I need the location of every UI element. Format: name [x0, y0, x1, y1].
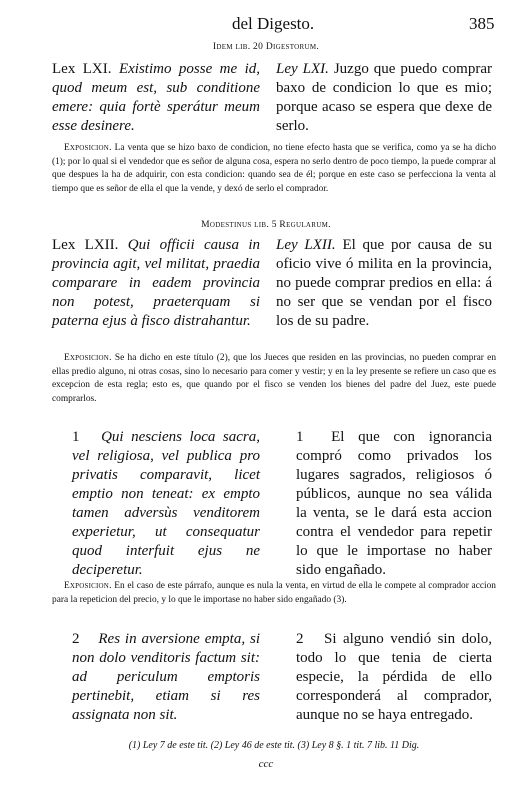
- parallel-text-block: [52, 630, 492, 725]
- latin-law-text: Qui nesciens loca sacra, vel religiosa, vel publica pro privatis comparavit, licet emptio non teneat: ex empto tamen adversùs venditorem experietur, ut consequatur quod interfuit ejus ne deciperetur.: [72, 429, 261, 578]
- exposicion-label: Exposicion.: [64, 581, 112, 591]
- spanish-column: [276, 236, 492, 331]
- latin-law-text: Existimo posse me id, quod meum est, sub conditione emere: quia fortè sperátur meum esse desinere.: [52, 61, 261, 134]
- latin-column: [52, 60, 260, 136]
- latin-column: [52, 236, 260, 331]
- exposicion-label: Exposicion.: [64, 143, 112, 153]
- spanish-law-text: Juzgo que puedo comprar baxo de condicion lo que es mio; porque acaso se espera que dexe de serlo.: [276, 61, 492, 134]
- latin-column: [52, 630, 260, 725]
- exposicion-label: Exposicion.: [64, 353, 112, 363]
- parallel-text-block: [52, 60, 492, 136]
- signature-mark: ccc: [258, 758, 274, 770]
- spanish-column: [276, 428, 492, 580]
- page-number: 385: [469, 14, 495, 33]
- exposicion-paragraph: [52, 580, 496, 607]
- latin-law-title: Lex LXI.: [52, 61, 112, 77]
- paragraph-number: 1: [296, 429, 304, 445]
- spanish-law-text: El que con ignorancia compró como privados los lugares sagrados, religiosos ó públicos, aunque no sea válida la venta, se le dará esta accion contra el vendedor para repetir lo que le importase no haber sido engañado.: [296, 429, 492, 578]
- exposicion-paragraph: [52, 352, 496, 406]
- spanish-law-text: El que por causa de su oficio vive ó milita en la provincia, no puede comprar predios en ella: á no ser que se vendan por el fisco los de su padre.: [276, 237, 493, 329]
- section-source-heading: Idem lib. 20 Digestorum.: [212, 42, 320, 52]
- exposicion-text: Se ha dicho en este título (2), que los Jueces que residen en las provincias, no pueden comprar en ellas predio alguno, ni otras cosas, sino lo necesario para comer y vestir; y en la ley presente se refiere un caso que es excepcion de esta regla; esto es, que quando por el fisco se venden los bienes del padre del Juez, este puede comprarlos.: [52, 353, 497, 404]
- exposicion-text: La venta que se hizo baxo de condicion, no tiene efecto hasta que se verifica, como ya se ha dicho (1); por lo qual si el vendedor que es señor de alguna cosa, espera no serlo dentro de poco tiempo, la puede comprar al que despues la ha de adquirir, con esta condicion: quando sea de él; porque en este caso se perfecciona la venta al tiempo que es señor de ella el que la vende, y dexó de serlo el comprador.: [52, 143, 497, 194]
- exposicion-paragraph: [52, 142, 496, 196]
- paragraph-number: 1: [72, 429, 80, 445]
- section-source-heading: Modestinus lib. 5 Regularum.: [201, 220, 331, 230]
- spanish-column: [276, 630, 492, 725]
- spanish-column: [276, 60, 492, 136]
- paragraph-number: 2: [296, 631, 304, 647]
- latin-law-text: Qui officii causa in provincia agit, vel militat, praedia comparare in eadem provincia non potest, praeterquam si paterna ejus à fisco distrahantur.: [52, 237, 260, 329]
- latin-law-title: Lex LXII.: [52, 237, 119, 253]
- spanish-law-text: Si alguno vendió sin dolo, todo lo que tenia de cierta especie, la pérdida de ello corresponderá al comprador, aunque no se haya entregado.: [296, 631, 492, 723]
- spanish-law-title: Ley LXI.: [276, 61, 329, 77]
- spanish-law-title: Ley LXII.: [276, 237, 336, 253]
- paragraph-number: 2: [72, 631, 80, 647]
- parallel-text-block: [52, 236, 492, 331]
- exposicion-text: En el caso de este párrafo, aunque es nula la venta, en virtud de ella le compete al comprador accion para la repeticion del precio, y lo que le importase no haber sido engañado (3).: [52, 581, 496, 605]
- running-title: del Digesto.: [232, 14, 315, 33]
- latin-law-text: Res in aversione empta, si non dolo venditoris factum sit: ad periculum emptoris pertinebit, etiam si res assignata non sit.: [72, 631, 260, 723]
- page-header: [0, 14, 532, 38]
- footnotes: (1) Ley 7 de este tit. (2) Ley 46 de este tit. (3) Ley 8 §. 1 tit. 7 lib. 11 Dig.: [128, 740, 420, 751]
- parallel-text-block: [52, 428, 492, 580]
- latin-column: [52, 428, 260, 580]
